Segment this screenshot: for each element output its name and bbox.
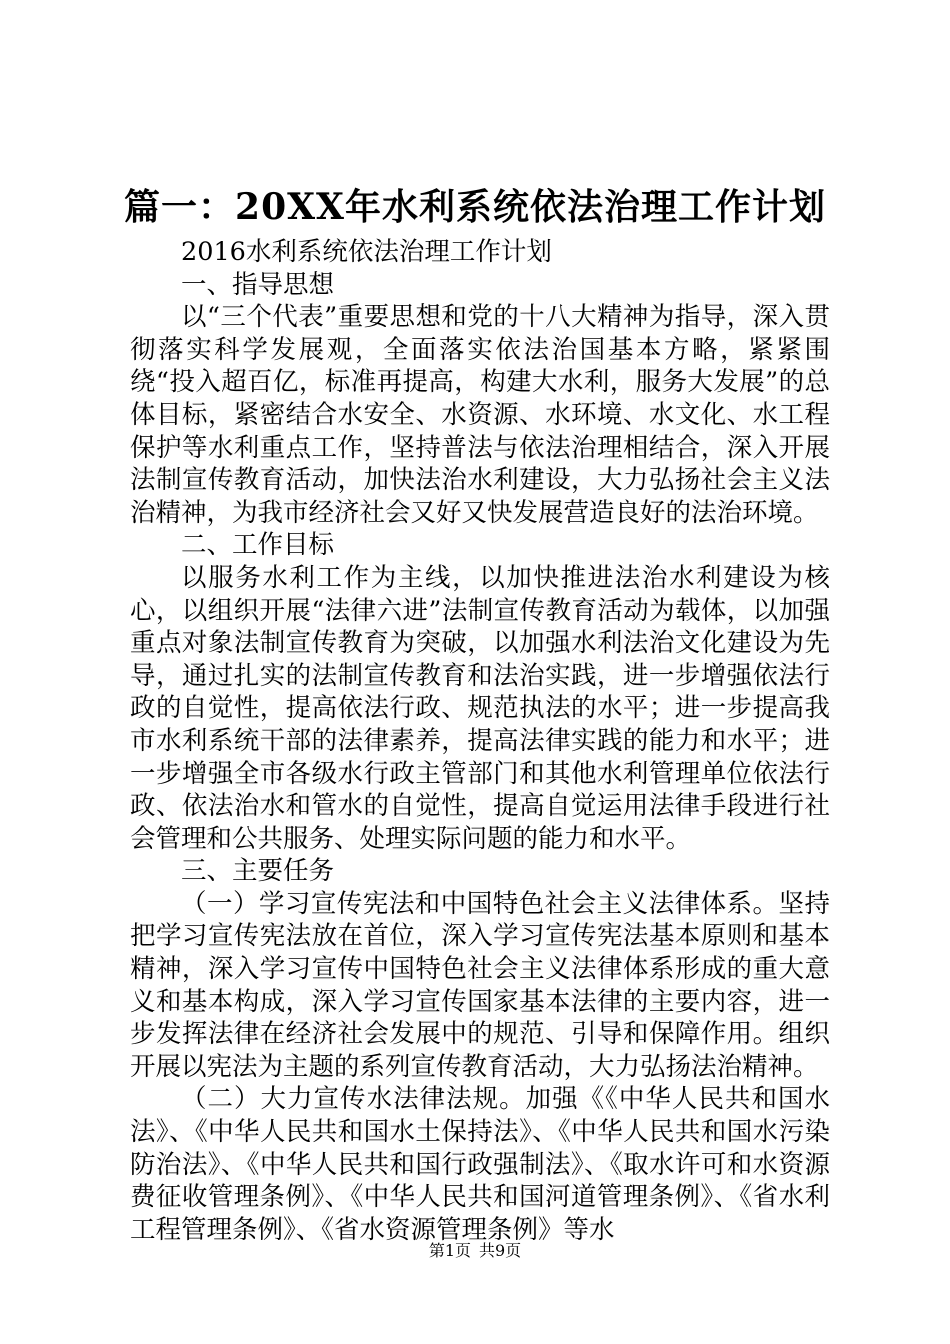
body-paragraph: （二）大力宣传水法律法规。加强《《中华人民共和国水法》、《中华人民共和国水土保持法》、《中华人民共和国水污染防治法》、《中华人民共和国行政强制法》、《取水许可和水资源费征收管理条例》、《中华人民共和国河道管理条例》、《省水利工程管理条例》、《省水资源管理条例》等水 [130, 1084, 830, 1245]
document-body [130, 236, 830, 1246]
page-footer [0, 1240, 950, 1262]
page-number: 第1页 [428, 1241, 471, 1260]
document-title: 篇一：20XX年水利系统依法治理工作计划 [124, 186, 826, 228]
page-total: 共9页 [479, 1241, 522, 1260]
section-heading-guiding-ideology: 一、指导思想 [181, 269, 335, 300]
body-paragraph: 以服务水利工作为主线，以加快推进法治水利建设为核心，以组织开展“法律六进”法制宣传教育活动为载体，以加强重点对象法制宣传教育为突破，以加强水利法治文化建设为先导，通过扎实的法制宣传教育和法治实践，进一步增强依法行政的自觉性，提高依法行政、规范执法的水平；进一步提高我市水利系统干部的法律素养，提高法律实践的能力和水平；进一步增强全市各级水行政主管部门和其他水利管理单位依法行政、依法治水和管水的自觉性，提高自觉运用法律手段进行社会管理和公共服务、处理实际问题的能力和水平。 [130, 562, 830, 854]
section-heading-main-tasks: 三、主要任务 [181, 856, 335, 887]
body-paragraph: （一）学习宣传宪法和中国特色社会主义法律体系。坚持把学习宣传宪法放在首位，深入学习宣传宪法基本原则和基本精神，深入学习宣传中国特色社会主义法律体系形成的重大意义和基本构成，深入学习宣传国家基本法律的主要内容，进一步发挥法律在经济社会发展中的规范、引导和保障作用。组织开展以宪法为主题的系列宣传教育活动，大力弘扬法治精神。 [130, 888, 830, 1082]
subtitle-paragraph: 2016水利系统依法治理工作计划 [181, 237, 552, 267]
body-paragraph: 以“三个代表”重要思想和党的十八大精神为指导，深入贯彻落实科学发展观，全面落实依法治国基本方略，紧紧围绕“投入超百亿，标准再提高，构建大水利，服务大发展”的总体目标，紧密结合水安全、水资源、水环境、水文化、水工程保护等水利重点工作，坚持普法与依法治理相结合，深入开展法制宣传教育活动，加快法治水利建设，大力弘扬社会主义法治精神，为我市经济社会又好又快发展营造良好的法治环境。 [130, 302, 830, 528]
section-heading-work-goals: 二、工作目标 [181, 530, 335, 561]
